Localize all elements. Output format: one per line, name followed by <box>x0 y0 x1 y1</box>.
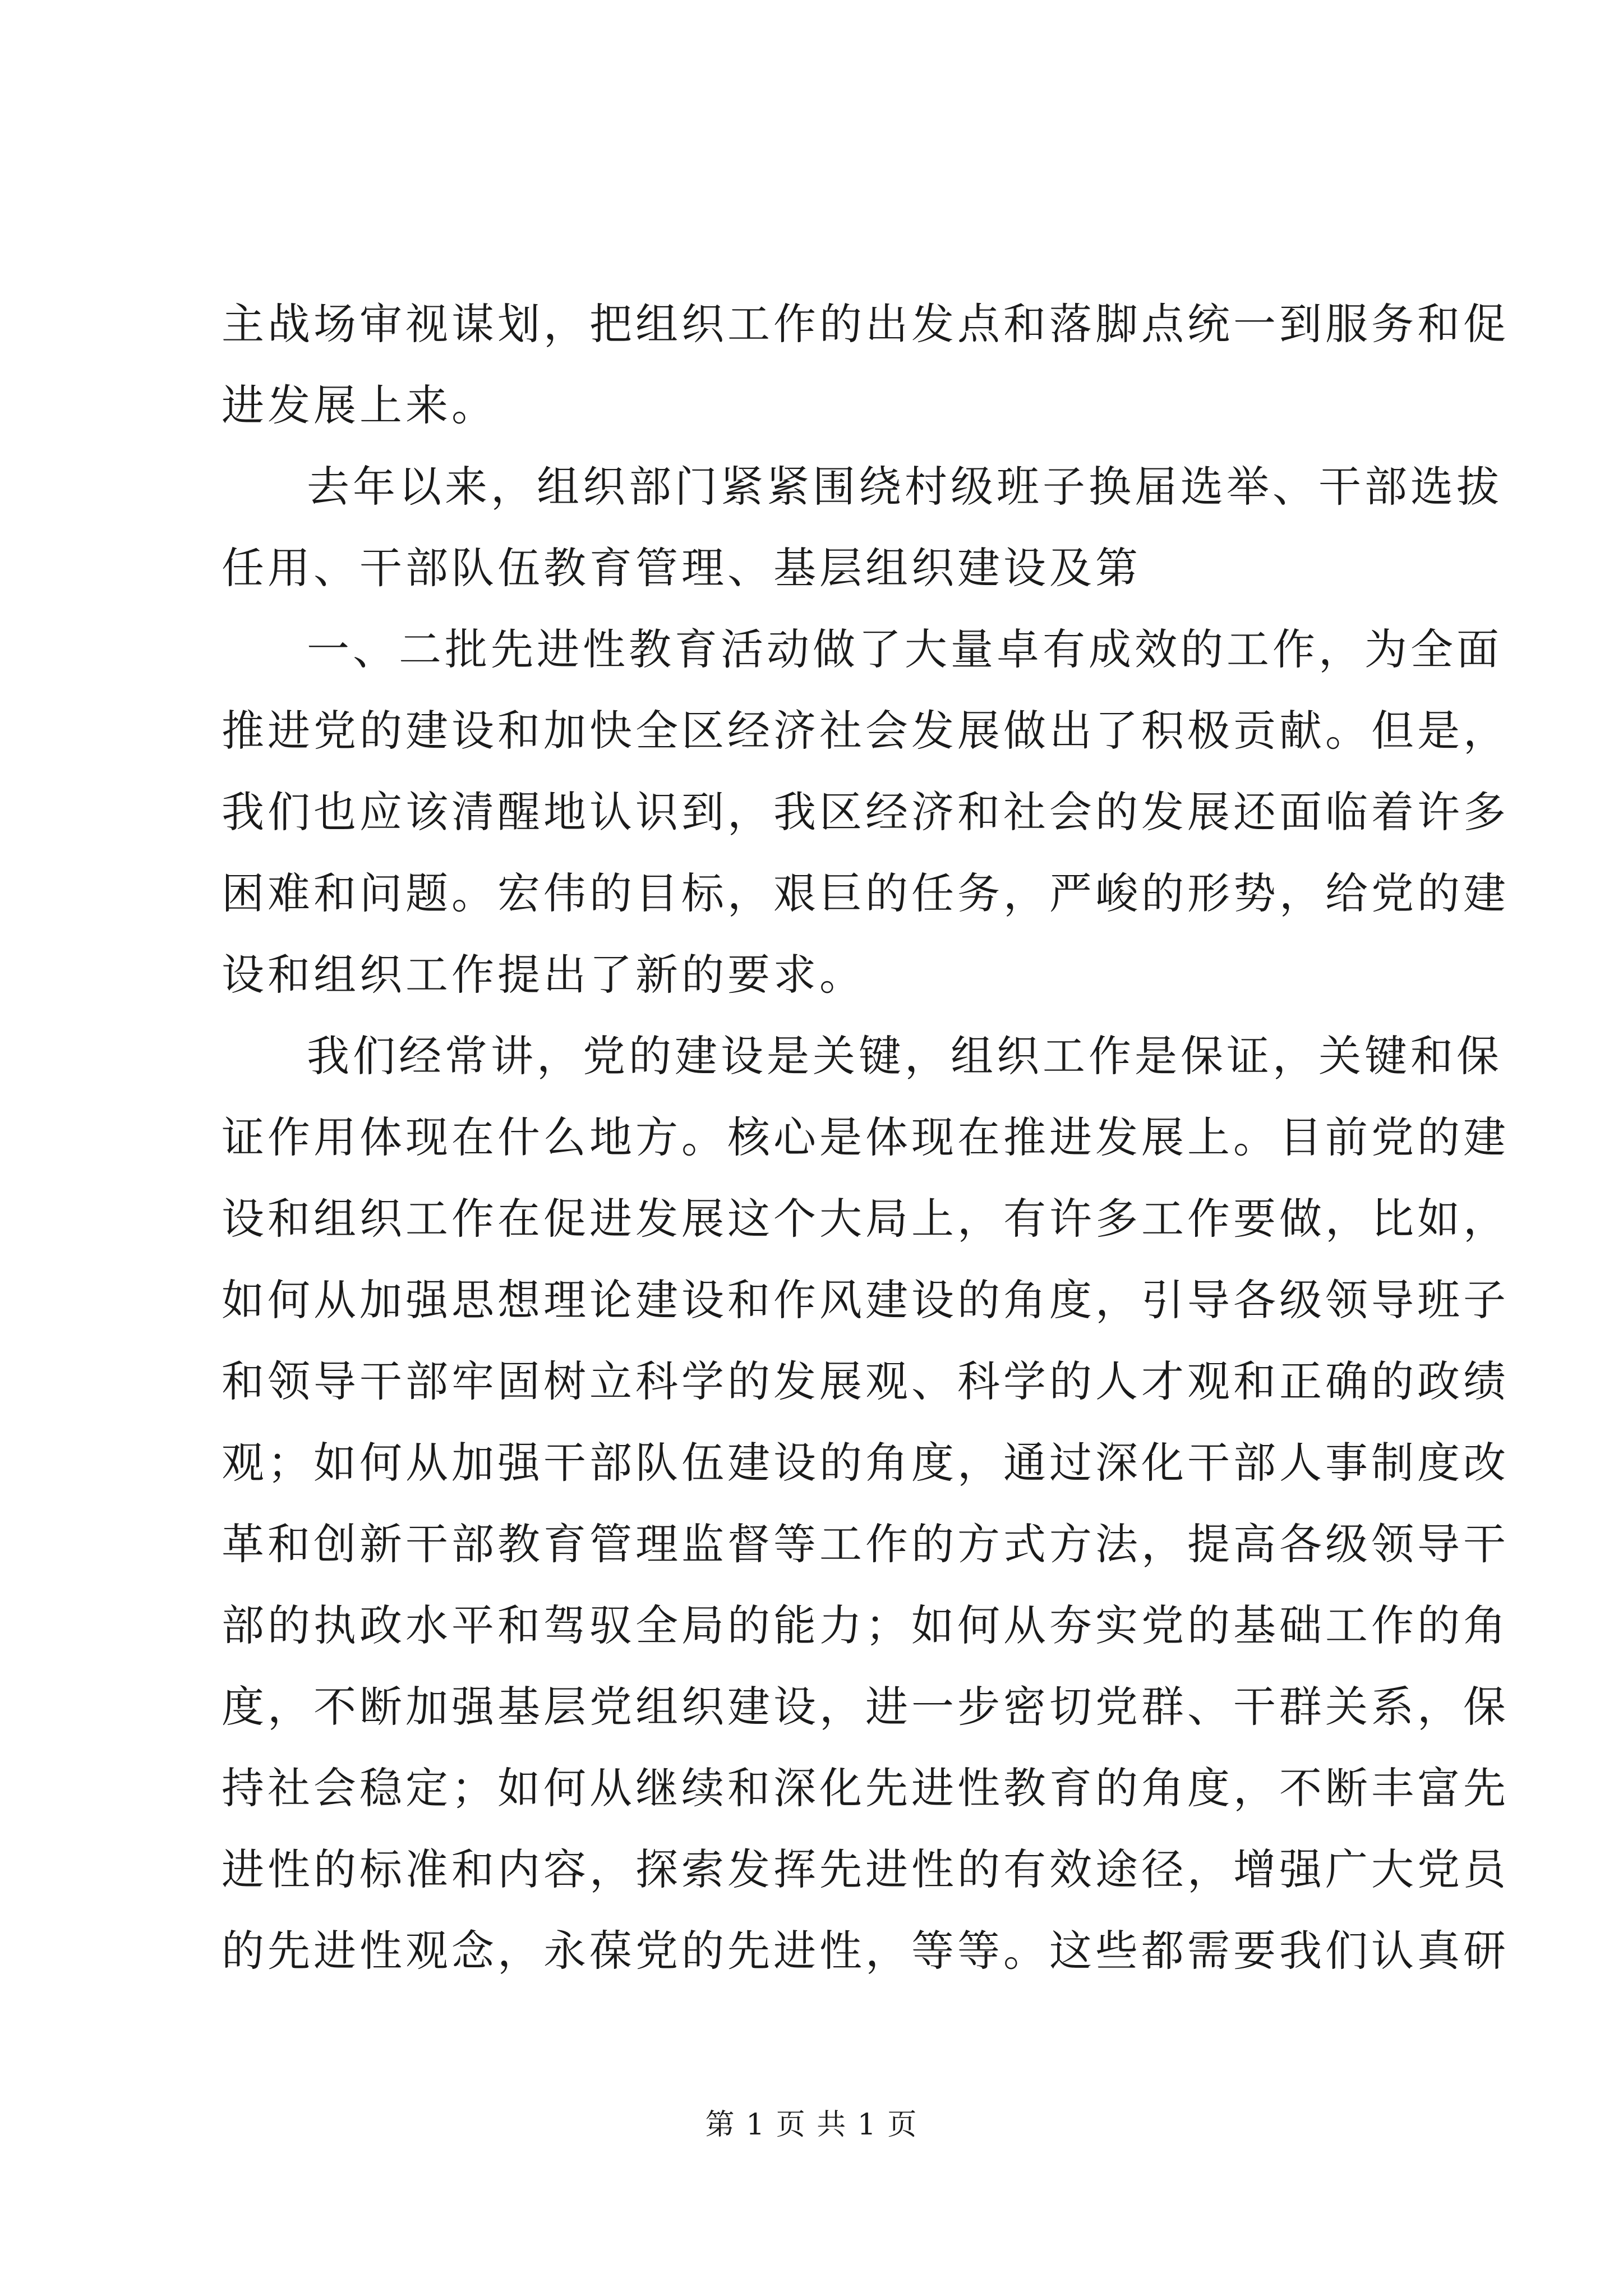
text-line: 设和组织工作在促进发展这个大局上，有许多工作要做，比如， <box>222 1194 1509 1244</box>
text-line: 推进党的建设和加快全区经济社会发展做出了积极贡献。但是， <box>222 706 1509 756</box>
text-line: 观；如何从加强干部队伍建设的角度，通过深化干部人事制度改 <box>222 1438 1509 1488</box>
body-text <box>222 283 1509 1991</box>
text-line: 革和创新干部教育管理监督等工作的方式方法，提高各级领导干 <box>222 1519 1509 1569</box>
page-footer <box>0 2101 1623 2143</box>
text-line: 进发展上来。 <box>222 380 497 430</box>
text-line: 我们经常讲，党的建设是关键，组织工作是保证，关键和保 <box>307 1031 1502 1081</box>
text-line: 设和组织工作提出了新的要求。 <box>222 950 865 1000</box>
text-line: 部的执政水平和驾驭全局的能力；如何从夯实党的基础工作的角 <box>222 1600 1509 1650</box>
text-line: 困难和问题。宏伟的目标，艰巨的任务，严峻的形势，给党的建 <box>222 868 1509 918</box>
text-line: 如何从加强思想理论建设和作风建设的角度，引导各级领导班子 <box>222 1275 1509 1325</box>
text-line: 和领导干部牢固树立科学的发展观、科学的人才观和正确的政绩 <box>222 1356 1509 1406</box>
page-number-label: 第 1 页 共 1 页 <box>705 2108 918 2142</box>
text-line: 任用、干部队伍教育管理、基层组织建设及第 <box>222 543 1141 593</box>
text-line: 去年以来，组织部门紧紧围绕村级班子换届选举、干部选拔 <box>307 462 1502 512</box>
text-line: 证作用体现在什么地方。核心是体现在推进发展上。目前党的建 <box>222 1112 1509 1162</box>
text-line: 的先进性观念，永葆党的先进性，等等。这些都需要我们认真研 <box>222 1926 1509 1976</box>
text-line: 一、二批先进性教育活动做了大量卓有成效的工作，为全面 <box>307 624 1502 674</box>
text-line: 进性的标准和内容，探索发挥先进性的有效途径，增强广大党员 <box>222 1844 1509 1894</box>
text-line: 度，不断加强基层党组织建设，进一步密切党群、干群关系，保 <box>222 1682 1509 1732</box>
text-line: 我们也应该清醒地认识到，我区经济和社会的发展还面临着许多 <box>222 787 1509 837</box>
text-line: 持社会稳定；如何从继续和深化先进性教育的角度，不断丰富先 <box>222 1763 1509 1813</box>
text-line: 主战场审视谋划，把组织工作的出发点和落脚点统一到服务和促 <box>222 299 1509 349</box>
